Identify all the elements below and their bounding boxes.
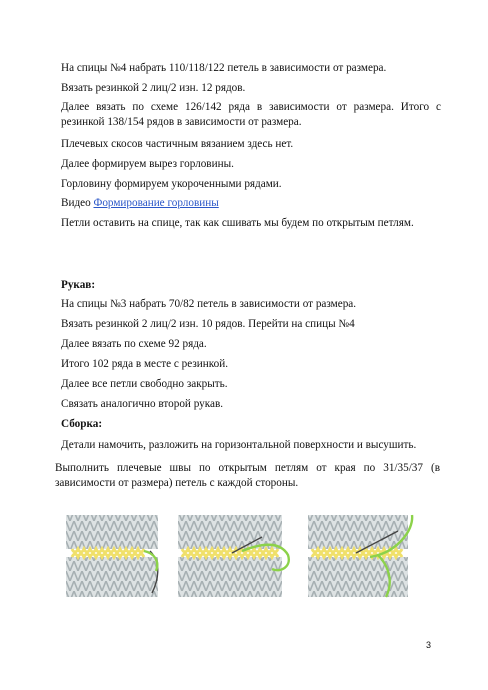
- assembly-line-2: Выполнить плечевые швы по открытым петлям от края по 31/35/37 (в зависимости от размера) петель с каждой стороны.: [55, 462, 440, 489]
- sleeve-line-4: Итого 102 ряда в месте с резинкой.: [61, 358, 229, 370]
- video-link[interactable]: Формирование горловины: [93, 197, 219, 209]
- sleeve-line-3: Далее вязать по схеме 92 ряда.: [61, 338, 207, 350]
- sleeve-line-1: На спицы №3 набрать 70/82 петель в зависимости от размера.: [61, 298, 357, 310]
- paragraph-short-rows: Горловину формируем укороченными рядами.: [61, 178, 282, 190]
- paragraph-cast-on: На спицы №4 набрать 110/118/122 петель в зависимости от размера.: [61, 62, 387, 74]
- video-prefix: Видео: [61, 197, 94, 209]
- grafting-illustrations: [66, 511, 426, 603]
- sleeve-line-2: Вязать резинкой 2 лиц/2 изн. 10 рядов. Перейти на спицы №4: [61, 318, 355, 330]
- sleeve-line-6: Связать аналогично второй рукав.: [61, 398, 224, 410]
- sleeve-heading: Рукав:: [61, 279, 96, 291]
- assembly-heading: Сборка:: [61, 418, 103, 430]
- paragraph-video: [61, 196, 219, 210]
- paragraph-no-shoulder-slopes: Плечевых скосов частичным вязанием здесь нет.: [61, 138, 294, 150]
- paragraph-leave-stitches: Петли оставить на спице, так как сшивать мы будем по открытым петлям.: [61, 217, 414, 229]
- assembly-line-1: Детали намочить, разложить на горизонтальной поверхности и высушить.: [61, 439, 417, 451]
- paragraph-ribbing: Вязать резинкой 2 лиц/2 изн. 12 рядов.: [61, 82, 246, 94]
- grafting-step-2-illustration: [178, 515, 289, 597]
- sleeve-line-5: Далее все петли свободно закрыть.: [61, 378, 228, 390]
- paragraph-pattern: Далее вязать по схеме 126/142 ряда в зависимости от размера. Итого с резинкой 138/154 рядов в зависимости от размера.: [61, 101, 441, 128]
- grafting-step-1-illustration: [66, 515, 158, 597]
- page-number: 3: [426, 640, 432, 650]
- paragraph-neckline: Далее формируем вырез горловины.: [61, 158, 234, 170]
- grafting-step-3-illustration: [308, 515, 412, 597]
